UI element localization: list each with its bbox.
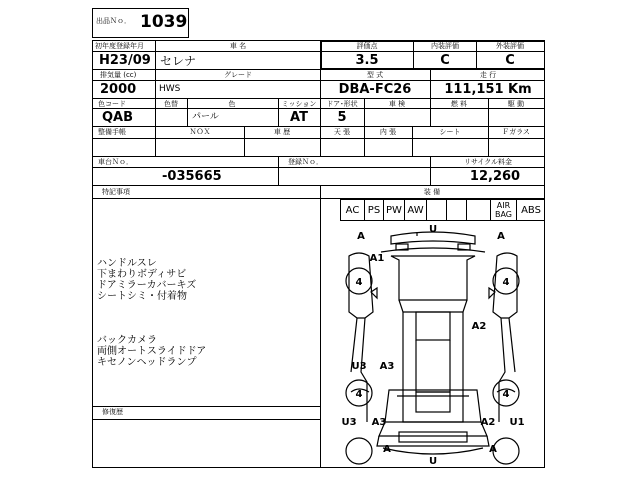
mark-left-side-u3: U3 <box>351 361 367 372</box>
displacement-value: 2000 <box>100 82 137 97</box>
mark-tire-fr: 4 <box>502 277 510 288</box>
mark-tire-fl: 4 <box>355 277 363 288</box>
mark-tire-rl: 4 <box>355 389 363 400</box>
notes-block-a <box>97 258 196 302</box>
car-name-label: 車 名 <box>229 42 247 50</box>
note-line: キセノンヘッドランプ <box>97 357 197 368</box>
mark-rear-left: A <box>383 444 391 455</box>
car-damage-diagram <box>321 222 545 468</box>
transmission-value: AT <box>290 110 308 125</box>
model-label: 型 式 <box>366 71 384 79</box>
mark-tire-rr: 4 <box>502 389 510 400</box>
note-line: バックカメラ <box>97 335 157 346</box>
model-value: DBA-FC26 <box>338 82 412 97</box>
maintenance-label: 整備手帳 <box>98 128 126 136</box>
fuel-label: 燃 料 <box>450 100 468 108</box>
seat-label: シート <box>439 128 461 136</box>
chassis-value: -035665 <box>162 169 222 184</box>
exterior-label: 外装評価 <box>496 42 524 50</box>
interior-value: C <box>440 53 450 68</box>
mark-rear-right: A <box>489 444 497 455</box>
grade-value: HWS <box>159 84 181 94</box>
transmission-label: ミッション <box>281 100 317 108</box>
color-change-label: 色替 <box>164 100 178 108</box>
doors-value: 5 <box>337 110 347 125</box>
mark-rear-a2: A2 <box>480 417 496 428</box>
first-reg-value: H23/09 <box>99 53 151 68</box>
mark-rear-bottom: U <box>428 456 438 467</box>
recycle-label: リサイクル料金 <box>463 158 513 166</box>
note-line: 両側オートスライドドア <box>97 346 207 357</box>
equip-airbag: AIR BAG <box>490 200 516 220</box>
equip-blank-1 <box>426 200 446 220</box>
equip-ps: PS <box>364 200 383 220</box>
equip-aw: AW <box>404 200 426 220</box>
registration-label: 登録Ｎｏ． <box>288 158 323 166</box>
inspection-label: 車 検 <box>388 100 406 108</box>
mark-left-side-a3: A3 <box>379 361 395 372</box>
mark-front-left: A <box>357 231 365 242</box>
equipment-strip <box>340 199 545 221</box>
doors-label: ドア･形状 <box>326 100 358 108</box>
f-glass-label: Ｆガラス <box>502 128 530 136</box>
first-reg-label: 初年度登録年月 <box>95 42 144 50</box>
interior-lining-label: 内 張 <box>379 128 397 136</box>
car-name-value: セレナ <box>160 54 197 68</box>
score-value: 3.5 <box>355 53 379 68</box>
equip-abs: ABS <box>516 200 545 220</box>
equip-blank-3 <box>466 200 490 220</box>
displacement-label: 排気量 (cc) <box>100 71 137 79</box>
nox-label: ＮＯＸ <box>189 128 211 136</box>
history-label: 車 歴 <box>273 128 291 136</box>
color-code-label: 色コード <box>98 100 126 108</box>
grade-label: グレード <box>224 71 252 79</box>
color-code-value: QAB <box>102 110 134 125</box>
exterior-value: C <box>505 53 515 68</box>
mark-front-right: A <box>497 231 505 242</box>
mark-rear-u3: U3 <box>341 417 357 428</box>
equip-ac: AC <box>340 200 364 220</box>
mileage-value: 111,151 Km <box>444 82 532 97</box>
mark-rear-u1: U1 <box>509 417 525 428</box>
score-label: 評価点 <box>356 42 378 50</box>
mark-right-side: A2 <box>471 321 487 332</box>
equip-pw: PW <box>383 200 404 220</box>
notes-title: 特記事項 <box>102 188 130 196</box>
notes-block-b <box>97 335 206 368</box>
recycle-value: 12,260 <box>469 169 521 184</box>
note-line: ドアミラーカバーキズ <box>97 280 197 291</box>
chassis-label: 車台Ｎｏ． <box>98 158 133 166</box>
drive-label: 駆 動 <box>507 100 525 108</box>
mileage-label: 走 行 <box>479 71 497 79</box>
lot-number: 1039 <box>140 12 188 32</box>
note-line: ハンドルスレ <box>97 258 157 269</box>
lot-label: 出品Ｎｏ． <box>96 17 131 25</box>
ceiling-label: 天 張 <box>333 128 351 136</box>
note-line: シートシミ・付着物 <box>97 291 187 302</box>
color-value: パール <box>192 112 219 122</box>
interior-label: 内装評価 <box>431 42 459 50</box>
mark-rear-a3: A3 <box>371 417 387 428</box>
equip-blank-2 <box>446 200 466 220</box>
note-line: 下まわりボディサビ <box>97 269 187 280</box>
equipment-title: 装 備 <box>423 188 441 196</box>
color-label: 色 <box>228 100 236 108</box>
mark-front-top: U <box>428 224 438 235</box>
mark-hood-left: A1 <box>369 253 385 264</box>
repair-title: 修復歴 <box>102 408 123 416</box>
